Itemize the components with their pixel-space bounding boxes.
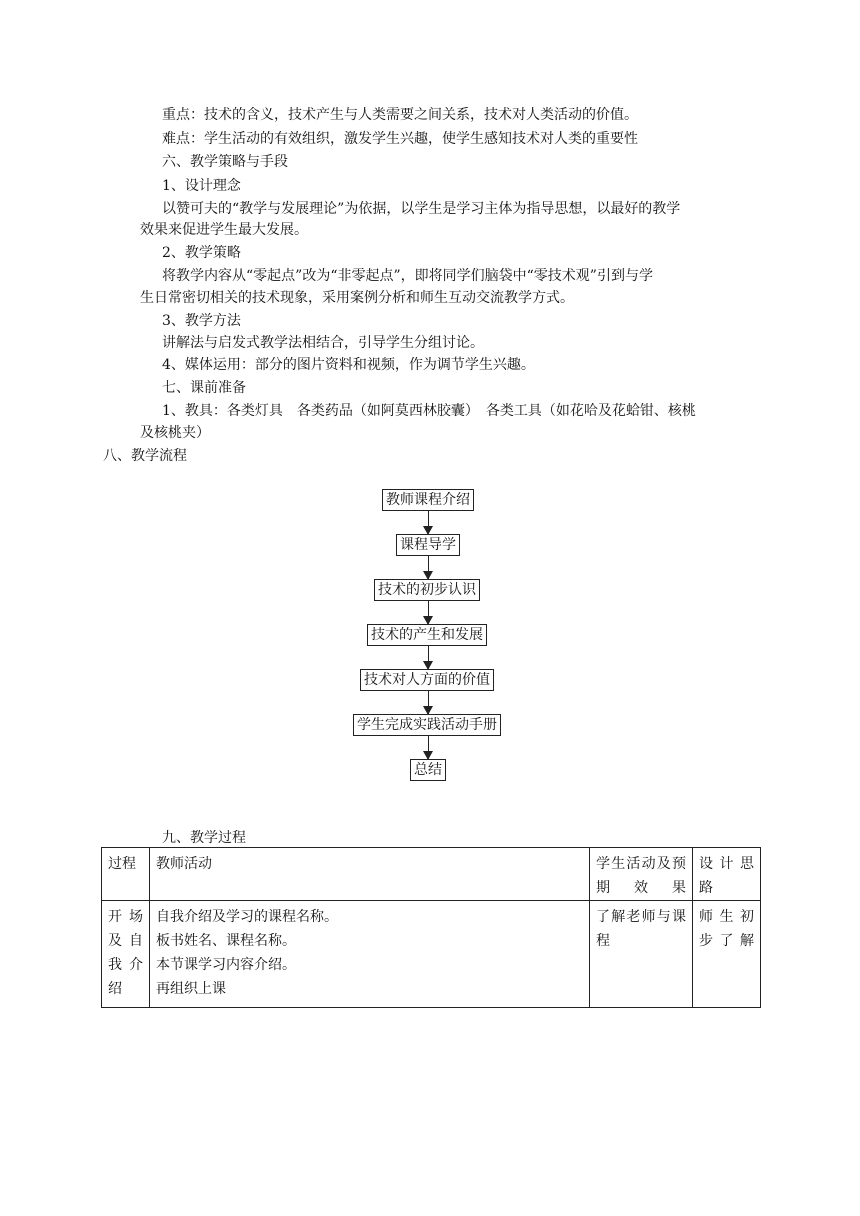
table-row xyxy=(102,901,761,1008)
list-item: 自我介绍及学习的课程名称。 xyxy=(156,909,338,925)
header-student-activity: 学生活动及预期效果 xyxy=(590,848,693,901)
header-teacher-activity: 教师活动 xyxy=(150,848,590,901)
flow-step-3: 技术的初步认识 xyxy=(374,579,480,601)
difficult-points: 难点：学生活动的有效组织，激发学生兴趣，使学生感知技术对人类的重要性 xyxy=(162,131,638,147)
paragraph-line: 将教学内容从“零起点”改为“非零起点”，即将同学们脑袋中“零技术观”引到与学 xyxy=(162,268,653,284)
subheading-teaching-method: 3、教学方法 xyxy=(162,313,241,329)
flow-step-5: 技术对人方面的价值 xyxy=(360,669,494,691)
section-heading-9: 九、教学过程 xyxy=(162,830,246,846)
paragraph-line: 及核桃夹） xyxy=(140,425,210,441)
section-heading-8: 八、教学流程 xyxy=(103,448,187,464)
subheading-teaching-strategy: 2、教学策略 xyxy=(162,245,241,261)
flow-step-7: 总结 xyxy=(410,759,446,781)
key-points: 重点：技术的含义，技术产生与人类需要之间关系，技术对人类活动的价值。 xyxy=(162,107,638,123)
cell-design-idea: 师生初步了解 xyxy=(693,901,761,1008)
paragraph-line: 4、媒体运用：部分的图片资料和视频，作为调节学生兴趣。 xyxy=(162,357,535,373)
table-header-row xyxy=(102,848,761,901)
list-item: 本节课学习内容介绍。 xyxy=(156,957,296,973)
flow-step-1: 教师课程介绍 xyxy=(382,489,474,511)
cell-teacher-activity xyxy=(150,901,590,1008)
cell-student-activity: 了解老师与课程 xyxy=(590,901,693,1008)
teaching-process-table xyxy=(101,847,761,1008)
flow-arrow xyxy=(428,511,429,534)
paragraph-line: 效果来促进学生最大发展。 xyxy=(140,222,308,238)
flow-arrow xyxy=(428,646,429,669)
header-design-idea: 设计思路 xyxy=(693,848,761,901)
flow-step-2: 课程导学 xyxy=(396,534,460,556)
flow-arrow xyxy=(428,691,429,714)
subheading-design-concept: 1、设计理念 xyxy=(162,178,241,194)
list-item: 再组织上课 xyxy=(156,981,226,997)
paragraph-line: 以赞可夫的“教学与发展理论”为依据，以学生是学习主体为指导思想，以最好的教学 xyxy=(162,201,681,217)
flow-arrow xyxy=(428,736,429,759)
flow-step-4: 技术的产生和发展 xyxy=(367,624,487,646)
section-heading-6: 六、教学策略与手段 xyxy=(162,154,288,170)
paragraph-line: 讲解法与启发式教学法相结合，引导学生分组讨论。 xyxy=(162,335,484,351)
flow-step-6: 学生完成实践活动手册 xyxy=(353,714,501,736)
paragraph-line: 1、教具：各类灯具 各类药品（如阿莫西林胶囊） 各类工具（如花哈及花蛤钳、核桃 xyxy=(162,403,696,419)
paragraph-line: 生日常密切相关的技术现象，采用案例分析和师生互动交流教学方式。 xyxy=(140,290,574,306)
section-heading-7: 七、课前准备 xyxy=(162,380,246,396)
cell-process: 开场及自我介绍 xyxy=(102,901,150,1008)
flow-arrow xyxy=(428,601,429,624)
list-item: 板书姓名、课程名称。 xyxy=(156,933,296,949)
flow-arrow xyxy=(428,556,429,579)
header-process: 过程 xyxy=(102,848,150,901)
